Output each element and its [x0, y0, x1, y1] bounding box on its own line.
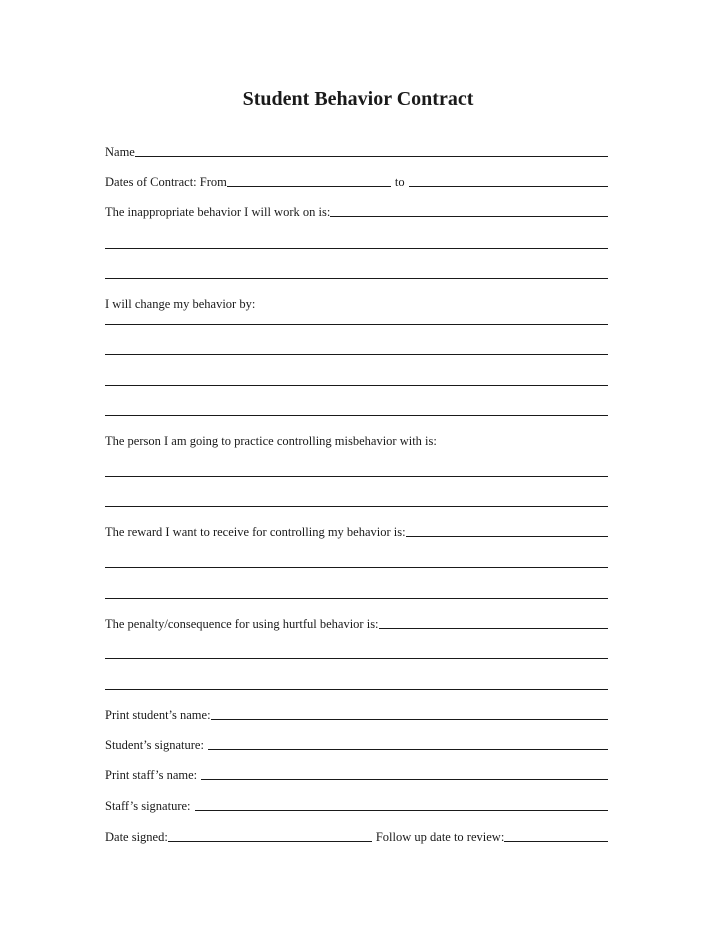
- dates-from-label: Dates of Contract: From: [105, 175, 227, 189]
- penalty-row: [105, 615, 608, 631]
- reward-blank[interactable]: [406, 536, 608, 537]
- staff-signature-label: Staff’s signature:: [105, 799, 191, 813]
- date-to-blank[interactable]: [409, 186, 608, 187]
- dates-to-label: to: [394, 175, 405, 189]
- page-title: Student Behavior Contract: [242, 88, 474, 110]
- penalty-blank[interactable]: [379, 628, 608, 629]
- reward-row: [105, 523, 608, 539]
- student-signature-label: Student’s signature:: [105, 738, 204, 752]
- practice-person-row: [105, 432, 608, 448]
- change-behavior-label: I will change my behavior by:: [105, 297, 256, 311]
- practice-person-line[interactable]: [105, 476, 608, 477]
- name-row: [105, 143, 608, 159]
- print-staff-name-label: Print staff’s name:: [105, 768, 198, 782]
- change-behavior-line[interactable]: [105, 324, 608, 325]
- date-signed-label: Date signed:: [105, 830, 168, 844]
- dates-row: [105, 173, 608, 189]
- penalty-line[interactable]: [105, 689, 608, 690]
- date-signed-blank[interactable]: [168, 841, 372, 842]
- print-staff-name-row: [105, 766, 608, 782]
- date-from-blank[interactable]: [227, 186, 391, 187]
- reward-line[interactable]: [105, 598, 608, 599]
- practice-person-line[interactable]: [105, 506, 608, 507]
- print-staff-name-blank[interactable]: [201, 779, 608, 780]
- print-student-name-row: [105, 706, 608, 722]
- student-signature-blank[interactable]: [208, 749, 608, 750]
- reward-line[interactable]: [105, 567, 608, 568]
- penalty-line[interactable]: [105, 658, 608, 659]
- inappropriate-behavior-blank[interactable]: [330, 216, 608, 217]
- inappropriate-behavior-line[interactable]: [105, 248, 608, 249]
- inappropriate-behavior-line[interactable]: [105, 278, 608, 279]
- change-behavior-line[interactable]: [105, 415, 608, 416]
- reward-label: The reward I want to receive for controlling my behavior is:: [105, 525, 406, 539]
- practice-person-label: The person I am going to practice controlling misbehavior with is:: [105, 434, 437, 448]
- staff-signature-row: [105, 797, 608, 813]
- inappropriate-behavior-row: [105, 203, 608, 219]
- penalty-label: The penalty/consequence for using hurtful behavior is:: [105, 617, 379, 631]
- change-behavior-line[interactable]: [105, 354, 608, 355]
- follow-up-date-label: Follow up date to review:: [375, 830, 505, 844]
- date-signed-row: [105, 828, 608, 844]
- print-student-name-label: Print student’s name:: [105, 708, 211, 722]
- change-behavior-line[interactable]: [105, 385, 608, 386]
- staff-signature-blank[interactable]: [195, 810, 608, 811]
- print-student-name-blank[interactable]: [211, 719, 608, 720]
- change-behavior-row: [105, 295, 608, 311]
- name-label: Name: [105, 145, 135, 159]
- inappropriate-behavior-label: The inappropriate behavior I will work on is:: [105, 205, 331, 219]
- student-signature-row: [105, 736, 608, 752]
- name-blank[interactable]: [135, 156, 608, 157]
- follow-up-date-blank[interactable]: [504, 841, 608, 842]
